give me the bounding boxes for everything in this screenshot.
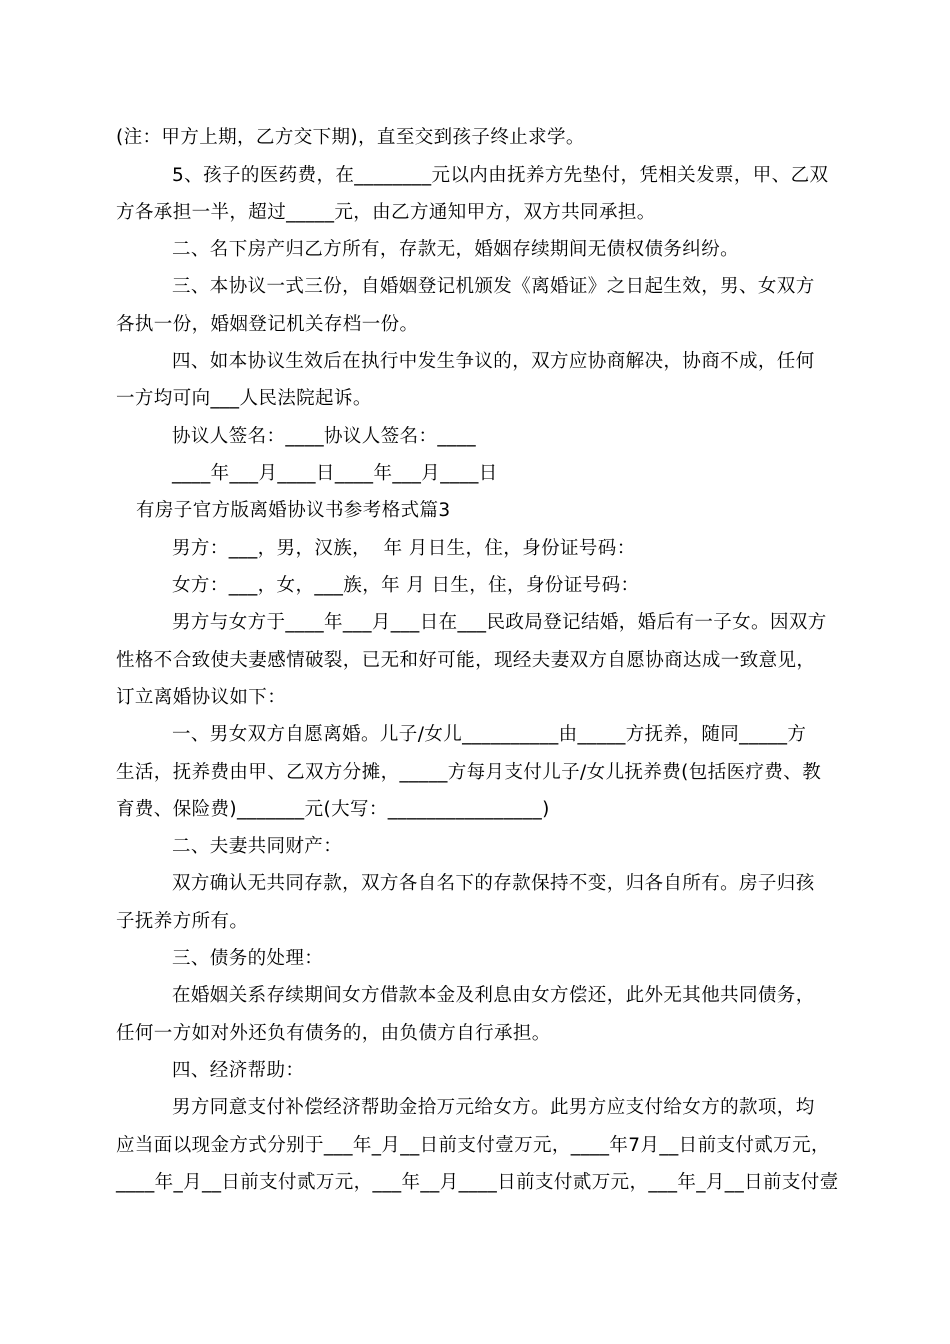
text-line: 一方均可向___人民法院起诉。 bbox=[116, 388, 372, 409]
text-line: 育费、保险费)_______元(大写：________________) bbox=[116, 799, 550, 820]
text-line: 应当面以现金方式分别于___年_月__日前支付壹万元，____年7月__日前支付贰万元， bbox=[116, 1135, 830, 1156]
text-line: ____年_月__日前支付贰万元，___年__月____日前支付贰万元，___年_月__日前支付壹 bbox=[116, 1172, 839, 1193]
text-line: 性格不合致使夫妻感情破裂，已无和好可能，现经夫妻双方自愿协商达成一致意见， bbox=[116, 650, 816, 671]
text-line: 男方与女方于____年___月___日在___民政局登记结婚，婚后有一子女。因双方 bbox=[172, 612, 827, 633]
signature-line: 协议人签名：____协议人签名：____ bbox=[172, 426, 477, 447]
text-line: 三、本协议一式三份，自婚姻登记机颁发《离婚证》之日起生效，男、女双方 bbox=[172, 276, 815, 297]
text-line: 三、债务的处理： bbox=[172, 948, 324, 969]
text-line: 5、孩子的医药费，在________元以内由抚养方先垫付，凭相关发票，甲、乙双 bbox=[172, 165, 829, 186]
text-line: 双方确认无共同存款，双方各自名下的存款保持不变，归各自所有。房子归孩 bbox=[172, 873, 815, 894]
text-line: 在婚姻关系存续期间女方借款本金及利息由女方偿还，此外无其他共同债务， bbox=[172, 985, 815, 1006]
text-line: 各执一份，婚姻登记机关存档一份。 bbox=[116, 314, 419, 335]
text-line: 方各承担一半，超过_____元，由乙方通知甲方，双方共同承担。 bbox=[116, 202, 656, 223]
text-line: 男方同意支付补偿经济帮助金拾万元给女方。此男方应支付给女方的款项，均 bbox=[172, 1097, 815, 1118]
text-line: 男方：___，男，汉族， 年 月日生，住，身份证号码： bbox=[172, 538, 636, 559]
text-line: 四、经济帮助： bbox=[172, 1060, 305, 1081]
text-line: 二、名下房产归乙方所有，存款无，婚姻存续期间无债权债务纠纷。 bbox=[172, 239, 740, 260]
text-line: 四、如本协议生效后在执行中发生争议的，双方应协商解决，协商不成，任何 bbox=[172, 351, 815, 372]
text-line: 一、男女双方自愿离婚。儿子/女儿__________由_____方抚养，随同_____方 bbox=[172, 724, 807, 745]
text-line: 二、夫妻共同财产： bbox=[172, 836, 343, 857]
text-line: 女方：___，女，___族，年 月 日生，住，身份证号码： bbox=[172, 575, 640, 596]
text-line: 生活，抚养费由甲、乙双方分摊，_____方每月支付儿子/女儿抚养费(包括医疗费、教 bbox=[116, 762, 822, 783]
date-line: ____年___月____日____年___月____日 bbox=[172, 463, 498, 484]
text-line: (注：甲方上期，乙方交下期)，直至交到孩子终止求学。 bbox=[116, 127, 585, 148]
section-heading: 有房子官方版离婚协议书参考格式篇3 bbox=[136, 500, 451, 521]
text-line: 子抚养方所有。 bbox=[116, 911, 249, 932]
text-line: 任何一方如对外还负有债务的，由负债方自行承担。 bbox=[116, 1023, 551, 1044]
text-line: 订立离婚协议如下： bbox=[116, 687, 287, 708]
